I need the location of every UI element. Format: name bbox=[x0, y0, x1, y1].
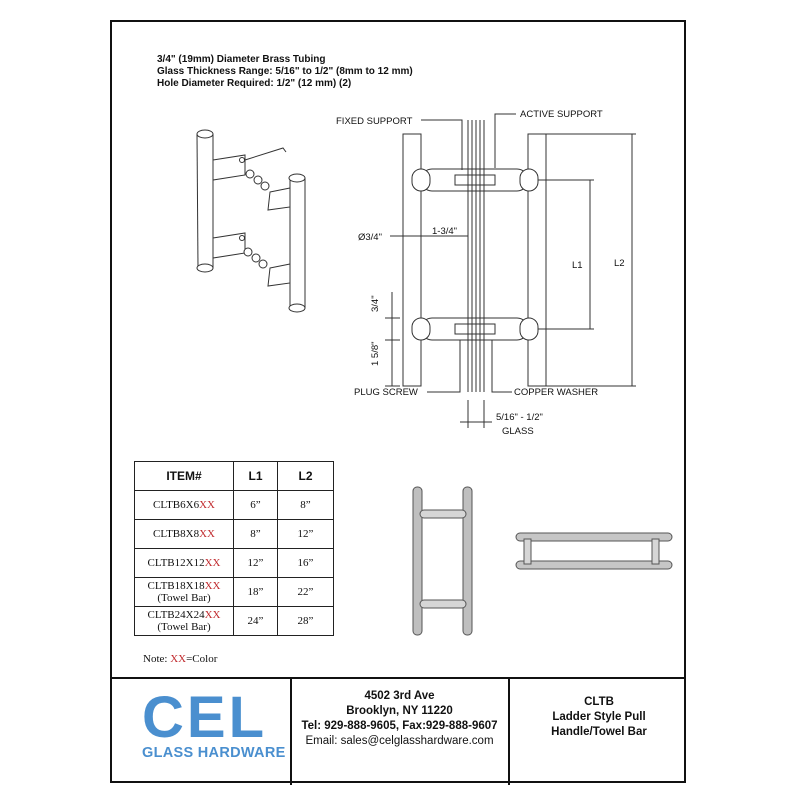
cell-l2: 8” bbox=[278, 491, 334, 520]
product-title bbox=[512, 695, 686, 740]
label-glass-range: 5/16" - 1/2" bbox=[496, 412, 543, 423]
email: Email: sales@celglasshardware.com bbox=[305, 735, 494, 747]
label-offset: 1-3/4" bbox=[432, 226, 458, 237]
address-line-2: Brooklyn, NY 11220 bbox=[346, 705, 453, 717]
table-row bbox=[135, 578, 334, 607]
header-l1: L1 bbox=[234, 462, 278, 491]
label-fixed-support: FIXED SUPPORT bbox=[336, 116, 413, 127]
color-note: Note: XX=Color bbox=[143, 653, 218, 665]
cell-item: CLTB12X12XX bbox=[135, 549, 234, 578]
footer-divider bbox=[508, 679, 510, 785]
item-table bbox=[134, 461, 334, 636]
table-row bbox=[135, 607, 334, 636]
label-l1: L1 bbox=[572, 260, 583, 271]
header-item: ITEM# bbox=[135, 462, 234, 491]
side-view bbox=[385, 114, 636, 428]
cell-item: CLTB24X24XX (Towel Bar) bbox=[135, 607, 234, 636]
cell-item: CLTB8X8XX bbox=[135, 520, 234, 549]
cell-l2: 12” bbox=[278, 520, 334, 549]
table-row bbox=[135, 491, 334, 520]
phone-fax: Tel: 929-888-9605, Fax:929-888-9607 bbox=[301, 720, 498, 732]
cell-l1: 18” bbox=[234, 578, 278, 607]
product-code: CLTB bbox=[584, 696, 614, 708]
exploded-isometric-view bbox=[197, 130, 305, 312]
cell-l1: 12” bbox=[234, 549, 278, 578]
header-l2: L2 bbox=[278, 462, 334, 491]
cell-l1: 8” bbox=[234, 520, 278, 549]
cell-l2: 28” bbox=[278, 607, 334, 636]
product-name-1: Ladder Style Pull bbox=[552, 711, 646, 723]
label-copper-washer: COPPER WASHER bbox=[514, 387, 599, 398]
label-dim-one-five-eighth: 1 5/8" bbox=[370, 341, 381, 366]
label-diameter: Ø3/4" bbox=[358, 232, 382, 243]
product-name-2: Handle/Towel Bar bbox=[551, 726, 647, 738]
spec-tubing: 3/4" (19mm) Diameter Brass Tubing bbox=[157, 54, 326, 65]
label-plug-screw: PLUG SCREW bbox=[354, 387, 418, 398]
table-row bbox=[135, 549, 334, 578]
label-active-support: ACTIVE SUPPORT bbox=[520, 109, 603, 120]
towel-bar-illustration bbox=[516, 533, 672, 569]
cell-item: CLTB18X18XX (Towel Bar) bbox=[135, 578, 234, 607]
cell-l1: 6” bbox=[234, 491, 278, 520]
spec-glass-thickness: Glass Thickness Range: 5/16" to 1/2" (8mm to 12 mm) bbox=[157, 66, 413, 77]
cell-l1: 24” bbox=[234, 607, 278, 636]
label-glass: GLASS bbox=[502, 426, 534, 437]
label-dim-three-quarter: 3/4" bbox=[370, 295, 381, 312]
company-logo: CEL GLASS HARDWARE bbox=[142, 685, 286, 761]
title-block bbox=[110, 677, 686, 785]
cell-l2: 22” bbox=[278, 578, 334, 607]
table-row bbox=[135, 520, 334, 549]
spec-hole-diameter: Hole Diameter Required: 1/2" (12 mm) (2) bbox=[157, 78, 352, 89]
company-contact bbox=[292, 689, 507, 749]
vertical-handle-illustration bbox=[413, 487, 472, 635]
label-l2: L2 bbox=[614, 258, 625, 269]
address-line-1: 4502 3rd Ave bbox=[364, 690, 435, 702]
cell-item: CLTB6X6XX bbox=[135, 491, 234, 520]
cell-l2: 16” bbox=[278, 549, 334, 578]
